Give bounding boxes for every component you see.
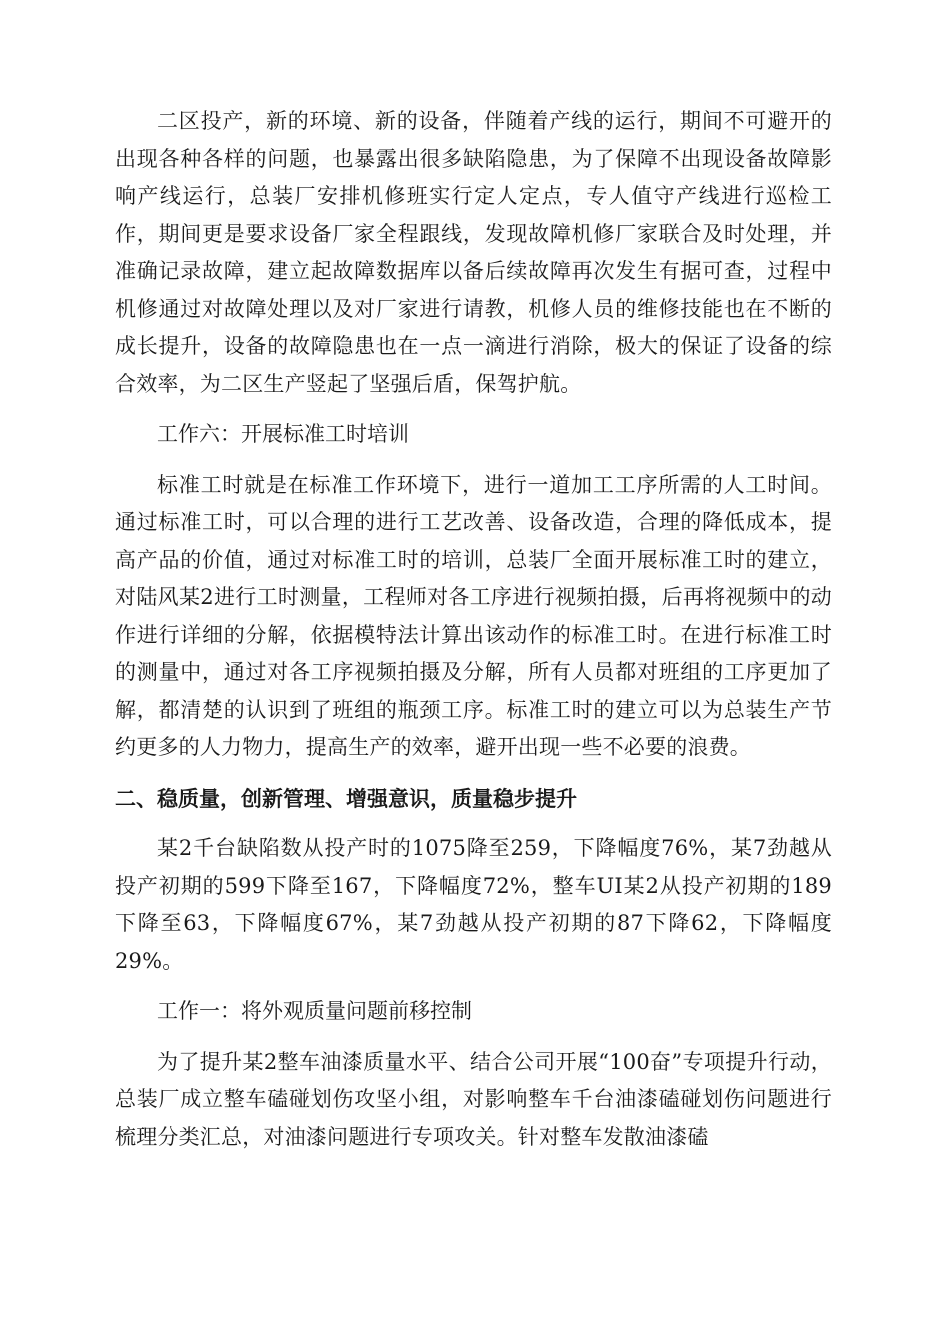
heading-work-one: 工作一：将外观质量问题前移控制 bbox=[157, 999, 472, 1023]
document-page bbox=[115, 103, 832, 1156]
paragraph-equipment-maintenance: 二区投产，新的环境、新的设备，伴随着产线的运行，期间不可避开的出现各种各样的问题，也暴露出很多缺陷隐患，为了保障不出现设备故障影响产线运行，总装厂安排机修班实行定人定点，专人值守产线进行巡检工作，期间更是要求设备厂家全程跟线，发现故障机修厂家联合及时处理，并准确记录故障，建立起故障数据库以备后续故障再次发生有据可查，过程中机修通过对故障处理以及对厂家进行请教，机修人员的维修技能也在不断的成长提升，设备的故障隐患也在一点一滴进行消除，极大的保证了设备的综合效率，为二区生产竖起了坚强后盾，保驾护航。 bbox=[115, 109, 832, 396]
paragraph-standard-hours: 标准工时就是在标准工作环境下，进行一道加工工序所需的人工时间。通过标准工时，可以合理的进行工艺改善、设备改造，合理的降低成本，提高产品的价值，通过对标准工时的培训，总装厂全面开展标准工时的建立，对陆风某2进行工时测量，工程师对各工序进行视频拍摄，后再将视频中的动作进行详细的分解，依据模特法计算出该动作的标准工时。在进行标准工时的测量中，通过对各工序视频拍摄及分解，所有人员都对班组的工序更加了解，都清楚的认识到了班组的瓶颈工序。标准工时的建立可以为总装生产节约更多的人力物力，提高生产的效率，避开出现一些不必要的浪费。 bbox=[115, 472, 832, 759]
paragraph-paint-quality: 为了提升某2整车油漆质量水平、结合公司开展“100奋”专项提升行动，总装厂成立整车磕碰划伤攻坚小组，对影响整车千台油漆磕碰划伤问题进行梳理分类汇总，对油漆问题进行专项攻关。针对整车发散油漆磕 bbox=[115, 1049, 832, 1149]
paragraph-defect-stats: 某2千台缺陷数从投产时的1075降至259，下降幅度76%，某7劲越从投产初期的599下降至167，下降幅度72%，整车UI某2从投产初期的189下降至63，下降幅度67%，某7劲越从投产初期的87下降62，下降幅度29%。 bbox=[115, 836, 832, 973]
section-title-quality: 二、稳质量，创新管理、增强意识，质量稳步提升 bbox=[115, 785, 577, 811]
heading-work-six: 工作六：开展标准工时培训 bbox=[157, 422, 409, 446]
